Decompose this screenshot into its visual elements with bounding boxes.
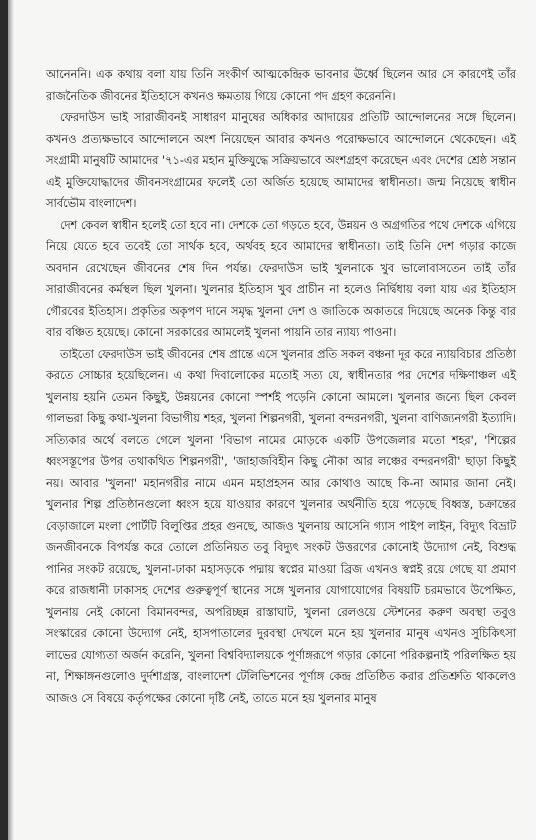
paragraph: দেশ কেবল স্বাধীন হলেই তো হবে না। দেশকে তো গড়তে হবে, উন্নয়ন ও অগ্রগতির পথে দেশকে এগিয়ে নিয়ে যেতে হবে তবেই তো সার্থক হবে, অর্থবহ হবে আমাদের স্বাধীনতা। তাই তিনি দেশ গড়ার কাজে অবদান রেখেছেন জীবনের শেষ দিন পর্যন্ত। ফেরদাউস ভাই খুলনাকে খুব ভালোবাসতেন তাই তাঁর সারাজীবনের কর্মস্থল ছিল খুলনা। খুলনার ইতিহাস খুব প্রাচীন না হলেও নির্দ্বিধায় বলা যায় এর ইতিহাস গৌরবের ইতিহাস। প্রকৃতির অকৃপণ দানে সমৃদ্ধ খুলনা দেশ ও জাতিকে অকাতরে দিয়েছে অনেক কিন্তু বার বার বঞ্চিত হয়েছে। কোনো সরকারের আমলেই খুলনা পায়নি তার ন্যায্য পাওনা। bbox=[46, 218, 516, 339]
paragraph: ফেরদাউস ভাই সারাজীবনই সাধারণ মানুষের অধিকার আদায়ের প্রতিটি আন্দোলনের সঙ্গে ছিলেন। কখনও প্রত্যক্ষভাবে আন্দোলনে অংশ নিয়েছেন আবার কখনও পরোক্ষভাবে আন্দোলনে থেকেছেন। এই সংগ্রামী মানুষটি আমাদের '৭১-এর মহান মুক্তিযুদ্ধে সক্রিয়ভাবে অংশগ্রহণ করেছেন এবং দেশের শ্রেষ্ঠ সন্তান এই মুক্তিযোদ্ধাদের জীবনসংগ্রামের ফলেই তো অর্জিত হয়েছে আমাদের স্বাধীনতা। জন্ম নিয়েছে স্বাধীন সার্বভৌম বাংলাদেশ। bbox=[46, 111, 516, 210]
paragraph: আনেননি। এক কথায় বলা যায় তিনি সংকীর্ণ আত্মকেন্দ্রিক ভাবনার ঊর্ধ্বে ছিলেন আর সে কারণেই তাঁর রাজনৈতিক জীবনের ইতিহাসে কখনও ক্ষমতায় গিয়ে কোনো পদ গ্রহণ করেননি। bbox=[46, 68, 516, 103]
paragraph: তাইতো ফেরদাউস ভাই জীবনের শেষ প্রান্তে এসে খুলনার প্রতি সকল বঞ্চনা দূর করে ন্যায়বিচার প্রতিষ্ঠা করতে সোচ্চার হয়েছিলেন। এ কথা দিবালোকের মতোই সত্য যে, স্বাধীনতার পর দেশের দক্ষিণাঞ্চল এই খুলনায় হয়নি তেমন কিছুই, উন্নয়নের কোনো স্পর্শই পড়েনি কোনো আমলে। খুলনার জন্যে ছিল কেবল গালভরা কিছু কথা-খুলনা বিভাগীয় শহর, খুলনা শিল্পনগরী, খুলনা বন্দরনগরী, খুলনা বাণিজ্যনগরী ইত্যাদি। সত্যিকার অর্থে বলতে গেলে খুলনা 'বিভাগ নামের মোড়কে একটি উপজেলার মতো শহর', 'শিল্পের ধ্বংসস্তূপের উপর তথাকথিত শিল্পনগরী', 'জাহাজবিহীন কিছু নৌকা আর লঞ্চের বন্দরনগরী' ছাড়া কিছুই নয়। আবার 'খুলনা' মহানগরীর নামে এমন মহাপ্রহসন আর কোথাও আছে কি-না আমার জানা নেই। খুলনার শিল্প প্রতিষ্ঠানগুলো ধ্বংস হয়ে যাওয়ার কারণে খুলনার অর্থনীতি হয়ে পড়েছে বিধ্বস্ত, চক্রান্তের বেড়াজালে মংলা পোর্টটি বিলুপ্তির প্রহর গুনছে, আজও খুলনায় আসেনি গ্যাস পাইপ লাইন, বিদ্যুৎ বিভ্রাট জনজীবনকে বিপর্যস্ত করে তোলে প্রতিনিয়ত তবু বিদ্যুৎ সংকট উত্তরণের কোনোই উদ্যোগ নেই, বিশুদ্ধ পানির সংকট রয়েছে, খুলনা-ঢাকা মহাসড়কে পদ্মায় স্বপ্নের মাওয়া ব্রিজ এখনও স্বপ্নই রয়ে গেছে যা প্রমাণ করে রাজধানী ঢাকাসহ দেশের গুরুত্বপূর্ণ স্থানের সঙ্গে খুলনার যোগাযোগের বিষয়টি চরমভাবে উপেক্ষিত, খুলনায় নেই কোনো বিমানবন্দর, অপরিচ্ছন্ন রাস্তাঘাট, খুলনা রেলওয়ে স্টেশনের করুণ অবস্থা তবুও সংস্কারের কোনো উদ্যোগ নেই, হাসপাতালের দুরবস্থা দেখলে মনে হয় খুলনার মানুষ এখনও সুচিকিৎসা লাভের যোগ্যতা অর্জন করেনি, খুলনা বিশ্ববিদ্যালয়কে পূর্ণাঙ্গরূপে গড়ার কোনো পরিকল্পনাই পরিলক্ষিত হয় না, শিক্ষাঙ্গনগুলোও দুর্দশাগ্রস্ত, বাংলাদেশ টেলিভিশনের পূর্ণাঙ্গ কেন্দ্র প্রতিষ্ঠিত করার প্রতিশ্রুতি থাকলেও আজও সে বিষয়ে কর্তৃপক্ষের কোনো দৃষ্টি নেই, তাতে মনে হয় খুলনার মানুষ bbox=[46, 347, 516, 705]
body-text bbox=[46, 64, 516, 709]
